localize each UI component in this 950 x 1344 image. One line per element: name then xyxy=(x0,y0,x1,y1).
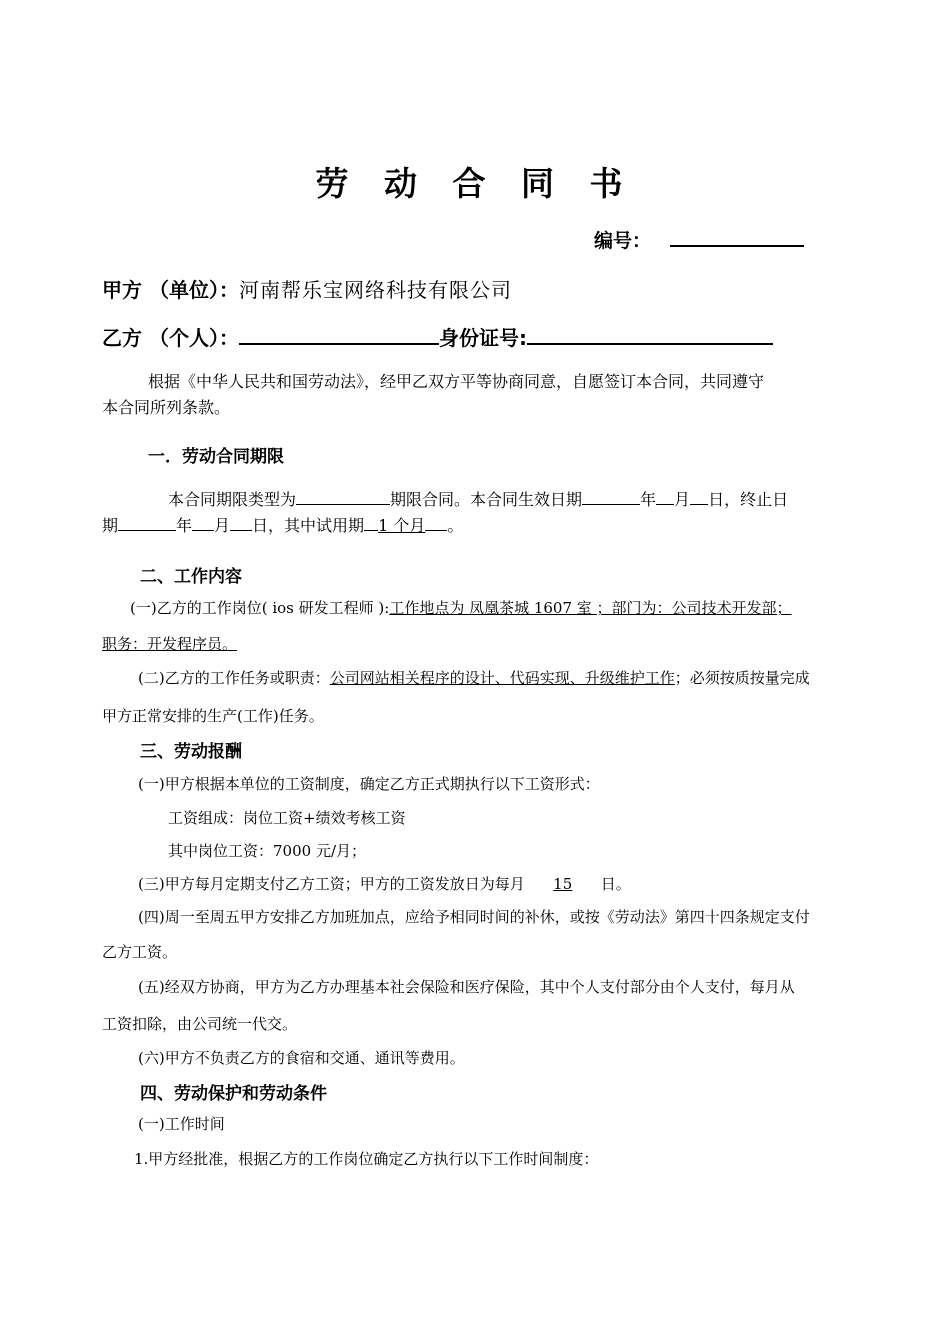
effective-month-blank[interactable] xyxy=(656,503,674,505)
section3-item5-line1: (五)经双方协商，甲方为乙方办理基本社会保险和医疗保险，其中个人支付部分由个人支付，每月从 xyxy=(138,978,795,996)
job-position-close: ): xyxy=(378,599,390,617)
section3-heading: 三、劳动报酬 xyxy=(140,742,242,762)
party-b-label: 乙方 （个人）： xyxy=(102,326,239,350)
job-position-label: (一)乙方的工作岗位( xyxy=(130,599,268,617)
section1-line1 xyxy=(168,486,788,514)
intro-line1: 根据《中华人民共和国劳动法》，经甲乙双方平等协商同意，自愿签订本合同，共同遵守 xyxy=(148,372,765,391)
effective-year-blank[interactable] xyxy=(582,503,640,505)
period-text: 期 xyxy=(102,516,119,535)
effective-date-label: 期限合同。本合同生效日期 xyxy=(390,490,583,509)
intro-line2: 本合同所列条款。 xyxy=(102,398,231,417)
payday-value: 15 xyxy=(553,875,573,893)
section3-item6: (六)甲方不负责乙方的食宿和交通、通讯等费用。 xyxy=(138,1049,465,1067)
end-day-blank[interactable] xyxy=(230,529,252,531)
base-salary: 其中岗位工资：7000 元/月； xyxy=(168,842,366,860)
term-type-blank[interactable] xyxy=(296,503,390,505)
section3-item4-line1: (四)周一至周五甲方安排乙方加班加点，应给予相同时间的补休，或按《劳动法》第四十四条规定支付 xyxy=(138,908,810,926)
month-text: 月 xyxy=(674,490,691,509)
section4-heading: 四、劳动保护和劳动条件 xyxy=(140,1084,327,1104)
year-text-2: 年 xyxy=(176,516,193,535)
payday-suffix: 日。 xyxy=(600,875,631,893)
payday-label: (三)甲方每月定期支付乙方工资；甲方的工资发放日为每月 xyxy=(138,875,525,893)
job-position-value: ios 研发工程师 xyxy=(267,599,379,617)
duty-value: 公司网站相关程序的设计、代码实现、升级维护工作 xyxy=(329,669,675,687)
party-a-label: 甲方 （单位）： xyxy=(102,278,239,302)
party-b-line xyxy=(102,322,773,351)
work-location: 工作地点为 凤凰茶城 1607 室 ；部门为：公司技术开发部； xyxy=(389,599,792,617)
party-b-name-blank[interactable] xyxy=(239,342,439,345)
end-date-label: 日，终止日 xyxy=(708,490,789,509)
section2-heading: 二、工作内容 xyxy=(140,567,242,587)
section4-item1: 1.甲方经批准，根据乙方的工作岗位确定乙方执行以下工作时间制度： xyxy=(134,1150,599,1168)
effective-day-blank[interactable] xyxy=(690,503,708,505)
duty-label: (二)乙方的工作任务或职责： xyxy=(138,669,330,687)
party-a-line xyxy=(102,274,512,303)
period-end: 。 xyxy=(447,516,464,535)
party-b-id-blank[interactable] xyxy=(527,342,773,345)
section3-item4-line2: 乙方工资。 xyxy=(102,943,178,961)
section3-item3 xyxy=(138,872,631,896)
number-blank[interactable] xyxy=(670,244,804,247)
party-b-id-label: 身份证号: xyxy=(438,326,527,350)
contract-number xyxy=(594,226,804,253)
section1-heading: 一．劳动合同期限 xyxy=(148,447,284,467)
party-a-value: 河南帮乐宝网络科技有限公司 xyxy=(238,278,512,302)
probation-blank-pre xyxy=(364,529,378,531)
probation-label: 日，其中试用期 xyxy=(252,516,365,535)
month-text-2: 月 xyxy=(214,516,231,535)
end-month-blank[interactable] xyxy=(192,529,214,531)
year-text: 年 xyxy=(640,490,657,509)
section2-item1-line2: 职务：开发程序员。 xyxy=(102,635,238,653)
section3-item1: (一)甲方根据本单位的工资制度，确定乙方正式期执行以下工资形式： xyxy=(138,775,600,793)
probation-value: 1 个月 xyxy=(378,516,426,535)
probation-blank-post xyxy=(425,529,447,531)
section1-line2 xyxy=(102,512,463,540)
section2-item1 xyxy=(130,596,792,620)
document-title: 劳 动 合 同 书 xyxy=(315,164,635,203)
section4-sub1: (一)工作时间 xyxy=(138,1115,225,1133)
section2-item2-line2: 甲方正常安排的生产(工作)任务。 xyxy=(102,707,324,725)
number-label: 编号： xyxy=(594,230,652,252)
duty-rest: ；必须按质按量完成 xyxy=(674,669,810,687)
section2-item2 xyxy=(138,666,810,690)
end-year-blank[interactable] xyxy=(118,529,176,531)
term-type-label: 本合同期限类型为 xyxy=(168,490,297,509)
salary-composition: 工资组成：岗位工资+绩效考核工资 xyxy=(168,809,406,827)
section3-item5-line2: 工资扣除，由公司统一代交。 xyxy=(102,1015,298,1033)
